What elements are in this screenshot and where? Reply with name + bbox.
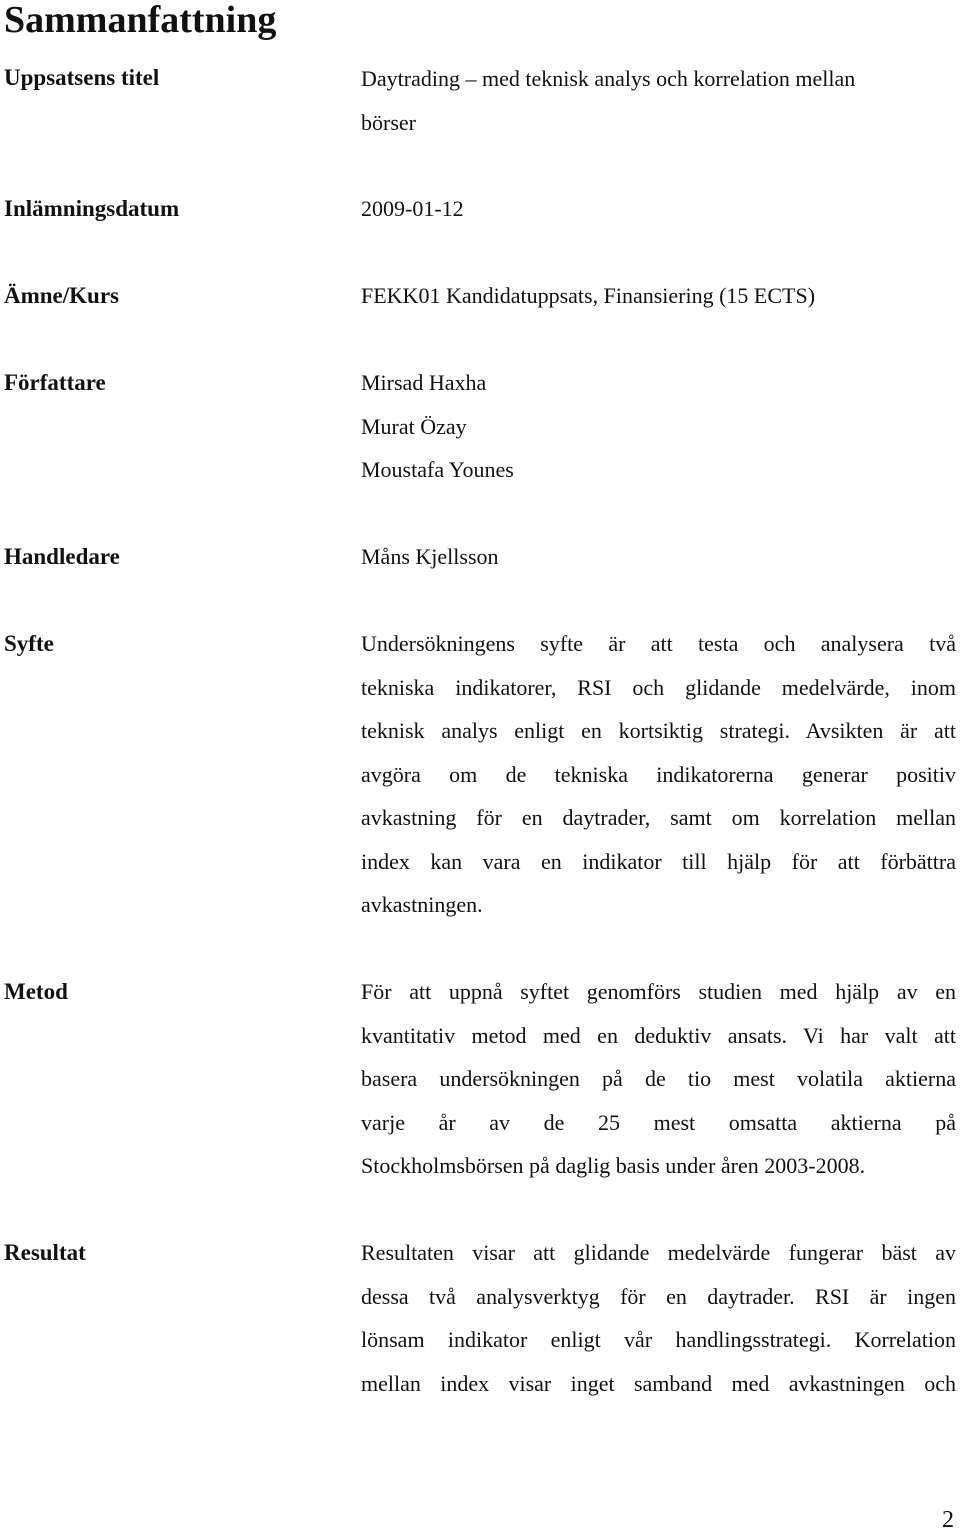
thesis-title-value bbox=[361, 57, 956, 144]
method-line: kvantitativ metod med en deduktiv ansats. Vi har valt att bbox=[361, 1022, 956, 1048]
author-name: Moustafa Younes bbox=[361, 457, 514, 482]
thesis-title-line: börser bbox=[361, 109, 416, 135]
author-name: Murat Özay bbox=[361, 413, 467, 439]
result-line: dessa två analysverktyg för en daytrader. RSI är ingen bbox=[361, 1283, 956, 1309]
page-number: 2 bbox=[942, 1507, 954, 1533]
result-text bbox=[361, 1231, 956, 1405]
purpose-text bbox=[361, 622, 956, 927]
supervisor-name: Måns Kjellsson bbox=[361, 544, 499, 569]
method-label: Metod bbox=[4, 979, 68, 1004]
method-line: För att uppnå syftet genomförs studien med hjälp av en bbox=[361, 979, 956, 1004]
purpose-line: teknisk analys enligt en kortsiktig strategi. Avsikten är att bbox=[361, 718, 956, 743]
result-label: Resultat bbox=[4, 1240, 86, 1265]
supervisor-value bbox=[361, 535, 956, 579]
thesis-title-line: Daytrading – med teknisk analys och korrelation mellan bbox=[361, 66, 856, 91]
course-label: Ämne/Kurs bbox=[4, 283, 119, 308]
authors-label: Författare bbox=[4, 370, 106, 395]
supervisor-label: Handledare bbox=[4, 544, 120, 569]
page-title: Sammanfattning bbox=[4, 0, 277, 41]
purpose-line: Undersökningens syfte är att testa och analysera två bbox=[361, 631, 956, 656]
submission-date-text: 2009-01-12 bbox=[361, 196, 464, 221]
method-line: basera undersökningen på de tio mest volatila aktierna bbox=[361, 1066, 956, 1091]
result-line: Resultaten visar att glidande medelvärde fungerar bäst av bbox=[361, 1240, 956, 1265]
submission-date-value bbox=[361, 187, 956, 231]
purpose-line: avkastningen. bbox=[361, 892, 483, 917]
method-line: varje år av de 25 mest omsatta aktierna på bbox=[361, 1109, 956, 1135]
purpose-line: index kan vara en indikator till hjälp för att förbättra bbox=[361, 848, 956, 874]
purpose-line: avkastning för en daytrader, samt om korrelation mellan bbox=[361, 805, 956, 830]
purpose-line: avgöra om de tekniska indikatorerna generar positiv bbox=[361, 761, 956, 787]
submission-date-label: Inlämningsdatum bbox=[4, 196, 180, 221]
authors-value bbox=[361, 361, 956, 492]
course-value bbox=[361, 274, 956, 318]
method-line: Stockholmsbörsen på daglig basis under åren 2003-2008. bbox=[361, 1153, 866, 1178]
purpose-line: tekniska indikatorer, RSI och glidande medelvärde, inom bbox=[361, 674, 956, 700]
thesis-title-label: Uppsatsens titel bbox=[4, 65, 160, 90]
method-text bbox=[361, 970, 956, 1188]
course-text: FEKK01 Kandidatuppsats, Finansiering (15 ECTS) bbox=[361, 283, 816, 308]
result-line: mellan index visar inget samband med avkastningen och bbox=[361, 1370, 956, 1396]
purpose-label: Syfte bbox=[4, 631, 54, 656]
result-line: lönsam indikator enligt vår handlingsstrategi. Korrelation bbox=[361, 1327, 956, 1352]
author-name: Mirsad Haxha bbox=[361, 370, 487, 395]
